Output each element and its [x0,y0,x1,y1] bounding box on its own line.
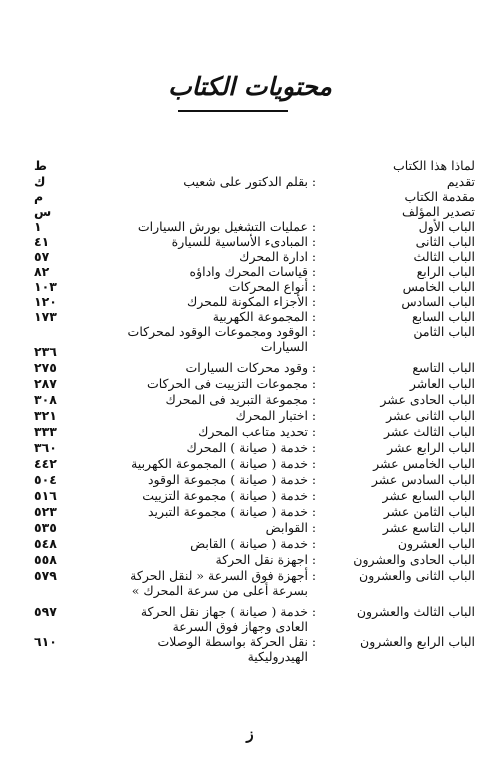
chapter-label: الباب التاسع [412,360,475,375]
page-number: ٣٠٨ [34,392,57,407]
chapter-label: لماذا هذا الكتاب [393,158,475,173]
chapter-label: الباب السادس [401,294,475,309]
page-number: ١٠٣ [34,279,57,294]
chapter-title: نقل الحركة بواسطة الوصلات الهيدروليكية [157,634,308,664]
chapter-label: مقدمة الكتاب [404,189,475,204]
page-number: ٨٢ [34,264,50,279]
page-number: ٥١٦ [34,488,57,503]
page-number: ٥٤٨ [34,536,57,551]
chapter-label: الباب الرابع عشر [387,440,475,455]
chapter-label: الباب الثانى عشر [386,408,475,423]
separator: : [311,472,317,487]
page-marker: ز [246,725,254,743]
separator: : [311,456,317,471]
separator: : [311,408,317,423]
chapter-title: المجموعة الكهربية [212,309,308,324]
chapter-title: تحديد متاعب المحرك [198,424,308,439]
separator: : [311,520,317,535]
chapter-title: اجهزة نقل الحركة [215,552,308,567]
separator: : [311,440,317,455]
separator: : [311,360,317,375]
chapter-label: تقديم [446,174,475,189]
chapter-title: المبادىء الأساسية للسيارة [171,234,308,249]
chapter-title: أجهزة فوق السرعة « لنقل الحركة بسرعة أعلى من سرعة المحرك » [130,568,308,598]
chapter-title: الوقود ومجموعات الوقود لمحركات السيارات [127,324,308,354]
chapter-label: الباب السابع عشر [382,488,475,503]
chapter-label: الباب الرابع والعشرون [360,634,475,649]
separator: : [311,634,317,649]
chapter-title: الأجزاء المكونة للمحرك [186,294,308,309]
chapter-title: خدمة ( صيانة ) مجموعة التبريد [147,504,308,519]
page-number: ٦١٠ [34,634,57,649]
chapter-label: الباب العشرون [397,536,475,551]
separator: : [311,604,317,619]
page-number: ٤١ [34,234,50,249]
separator: : [311,309,317,324]
chapter-label: الباب السادس عشر [371,472,475,487]
chapter-label: الباب الثالث عشر [383,424,475,439]
chapter-label: الباب السابع [412,309,475,324]
chapter-label: الباب التاسع عشر [382,520,475,535]
chapter-title: خدمة ( صيانة ) المجموعة الكهربية [131,456,308,471]
chapter-title: اختبار المحرك [235,408,308,423]
separator: : [311,234,317,249]
separator: : [311,249,317,264]
chapter-title: قياسات المحرك واداؤه [189,264,308,279]
chapter-title: خدمة ( صيانة ) جهاز نقل الحركة العادى وجهاز فوق السرعة [140,604,308,634]
chapter-title: مجموعات التزييت فى الحركات [146,376,308,391]
chapter-label: الباب الثانى والعشرون [359,568,475,583]
chapter-title: خدمة ( صيانة ) القابض [190,536,308,551]
chapter-label: الباب الثامن عشر [383,504,475,519]
page-number: ٤٤٢ [34,456,57,471]
separator: : [311,536,317,551]
chapter-label: الباب الثالث [413,249,475,264]
separator: : [311,376,317,391]
chapter-label: الباب الأول [418,219,475,234]
table-of-contents [0,158,500,698]
page-number: ٥٧٩ [34,568,57,583]
chapter-title: خدمة ( صيانة ) مجموعة الوقود [147,472,308,487]
page-number: ٥٧ [34,249,50,264]
page-number: ط [34,158,47,173]
page-number: ١٧٣ [34,309,57,324]
title-underline [178,110,288,112]
page-number: ٣٦٠ [34,440,57,455]
separator: : [311,294,317,309]
page-number: ٣٣٣ [34,424,57,439]
separator: : [311,264,317,279]
chapter-title: ادارة المحرك [239,249,308,264]
page-number: ٢٣٦ [34,344,57,359]
chapter-label: الباب الثالث والعشرون [356,604,475,619]
page-number: م [34,189,44,204]
separator: : [311,392,317,407]
page-number: ٣٢١ [34,408,57,423]
chapter-label: الباب الخامس [402,279,475,294]
page-number: ١٢٠ [34,294,57,309]
separator: : [311,488,317,503]
chapter-label: الباب الحادى عشر [380,392,475,407]
page-number: ك [34,174,46,189]
chapter-title: بقلم الدكتور على شعيب [183,174,308,189]
separator: : [311,324,317,339]
page-number: س [34,204,52,219]
chapter-label: الباب الرابع [416,264,475,279]
page-number: ٥٢٣ [34,504,57,519]
chapter-title: أنواع المحركات [228,279,308,294]
chapter-label: الباب العاشر [409,376,475,391]
page-number: ٥٩٧ [34,604,57,619]
page-number: ١ [34,219,42,234]
chapter-title: وقود محركات السيارات [185,360,308,375]
chapter-title: خدمة ( صيانة ) مجموعة التزييت [142,488,308,503]
separator: : [311,219,317,234]
separator: : [311,504,317,519]
separator: : [311,568,317,583]
page-number: ٥٠٤ [34,472,57,487]
chapter-title: القوابض [265,520,308,535]
chapter-label: الباب الثامن [413,324,475,339]
separator: : [311,174,317,189]
chapter-title: مجموعة التبريد فى المحرك [165,392,308,407]
separator: : [311,552,317,567]
chapter-title: خدمة ( صيانة ) المحرك [186,440,308,455]
page-number: ٥٣٥ [34,520,57,535]
chapter-label: تصدير المؤلف [402,204,475,219]
page-number: ٢٧٥ [34,360,57,375]
page-number: ٥٥٨ [34,552,57,567]
chapter-title: عمليات التشغيل بورش السيارات [137,219,308,234]
page-number: ٢٨٧ [34,376,57,391]
chapter-label: الباب الثانى [415,234,475,249]
separator: : [311,424,317,439]
chapter-label: الباب الخامس عشر [373,456,475,471]
page-title: محتويات الكتاب [168,72,332,101]
chapter-label: الباب الحادى والعشرون [353,552,475,567]
separator: : [311,279,317,294]
